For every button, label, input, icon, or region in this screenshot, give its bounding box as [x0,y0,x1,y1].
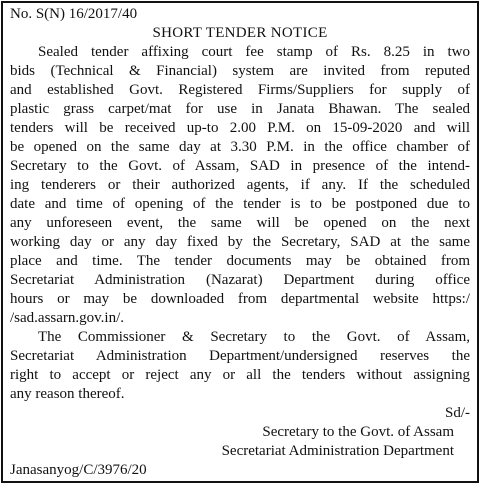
signatory-title: Secretary to the Govt. of Assam [262,424,454,440]
paragraph-2-line: right to accept or reject any or all the tenders without assigning [10,367,470,383]
paragraph-1-line: Sealed tender affixing court fee stamp of Rs. 8.25 in two [38,44,470,60]
paragraph-1-line: be opened on the same day at 3.30 P.M. in the office chamber of [10,139,470,155]
paragraph-1-line: hours or may be downloaded from departmental website https:/ [10,291,470,307]
notice-paragraph-1 [10,43,470,328]
paragraph-1-line: Secretariat Administration (Nazarat) Department during office [10,272,470,288]
publicity-code: Janasanyog/C/3976/20 [10,462,147,478]
notice-title: SHORT TENDER NOTICE [152,25,328,41]
paragraph-1-line: any unforeseen event, the same will be opened on the next [10,215,470,231]
paragraph-1-line: ing tenderers or their authorized agents, if any. If the scheduled [10,177,470,193]
notice-paragraph-2 [10,328,470,404]
paragraph-1-line: working day or any day fixed by the Secretary, SAD at the same [10,234,470,250]
paragraph-2-line: The Commissioner & Secretary to the Govt. of Assam, [38,329,470,345]
signatory-department: Secretariat Administration Department [221,443,454,459]
tender-notice [1,1,479,483]
paragraph-1-line: bids (Technical & Financial) system are invited from reputed [10,63,470,79]
signatory-block [10,423,470,461]
paragraph-1-line: place and time. The tender documents may be obtained from [10,253,470,269]
paragraph-1-line: Secretary to the Govt. of Assam, SAD in presence of the intend- [10,158,470,174]
paragraph-1-line: tenders will be received up-to 2.00 P.M. on 15-09-2020 and will [10,120,470,136]
paragraph-1-line: /sad.assarn.gov.in/. [10,310,125,326]
paragraph-1-line: date and time of opening of the tender is to be postponed due to [10,196,470,212]
paragraph-2-line: any reason thereof. [10,386,125,402]
notice-reference-number: No. S(N) 16/2017/40 [10,6,138,22]
paragraph-1-line: and established Govt. Registered Firms/Suppliers for supply of [10,82,470,98]
paragraph-1-line: plastic grass carpet/mat for use in Janata Bhawan. The sealed [10,101,470,117]
signature-mark: Sd/- [444,405,470,421]
paragraph-2-line: Secretariat Administration Department/undersigned reserves the [10,348,470,364]
